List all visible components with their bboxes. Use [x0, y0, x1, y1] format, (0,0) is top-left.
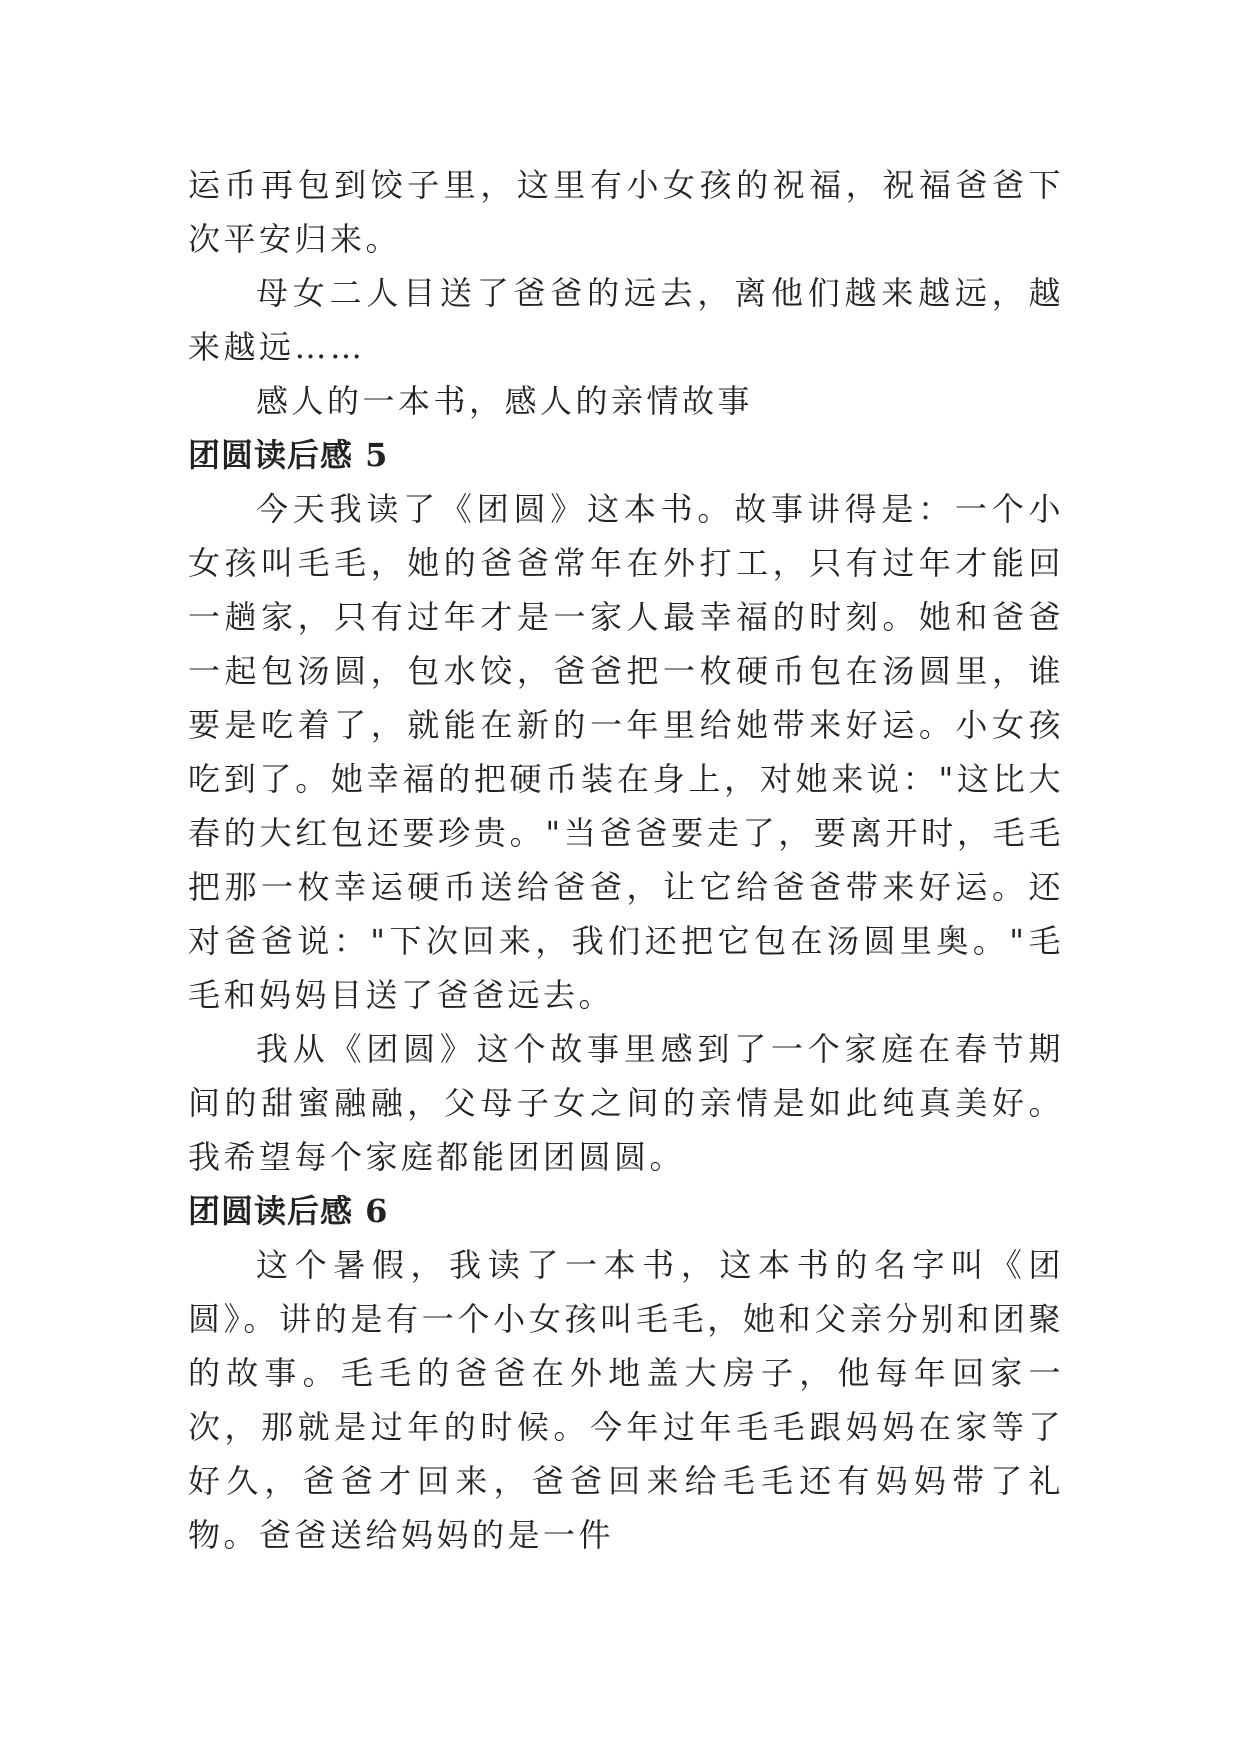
section-heading-5: 团圆读后感 5 [188, 436, 389, 474]
paragraph-story-6: 这个暑假，我读了一本书，这本书的名字叫《团圆》。讲的是有一个小女孩叫毛毛，她和父亲分别和团聚的故事。毛毛的爸爸在外地盖大房子，他每年回家一次，那就是过年的时候。今年过年毛毛跟妈妈在家等了好久，爸爸才回来，爸爸回来给毛毛还有妈妈带了礼物。爸爸送给妈妈的是一件 [188, 1246, 1064, 1554]
paragraph-summary: 感人的一本书，感人的亲情故事 [256, 382, 754, 420]
section-heading-6: 团圆读后感 6 [188, 1192, 389, 1230]
paragraph-reflection-5: 我从《团圆》这个故事里感到了一个家庭在春节期间的甜蜜融融，父母子女之间的亲情是如此纯真美好。我希望每个家庭都能团团圆圆。 [188, 1030, 1064, 1176]
paragraph-story-5: 今天我读了《团圆》这本书。故事讲得是：一个小女孩叫毛毛，她的爸爸常年在外打工，只有过年才能回一趟家，只有过年才是一家人最幸福的时刻。她和爸爸一起包汤圆，包水饺，爸爸把一枚硬币包在汤圆里，谁要是吃着了，就能在新的一年里给她带来好运。小女孩吃到了。她幸福的把硬币装在身上，对她来说："这比大春的大红包还要珍贵。"当爸爸要走了，要离开时，毛毛把那一枚幸运硬币送给爸爸，让它给爸爸带来好运。还对爸爸说："下次回来，我们还把它包在汤圆里奥。"毛毛和妈妈目送了爸爸远去。 [188, 490, 1064, 1014]
document-body [188, 158, 1064, 1562]
paragraph-continuation: 运币再包到饺子里，这里有小女孩的祝福，祝福爸爸下次平安归来。 [188, 166, 1064, 258]
paragraph-farewell: 母女二人目送了爸爸的远去，离他们越来越远，越来越远…… [188, 274, 1064, 366]
